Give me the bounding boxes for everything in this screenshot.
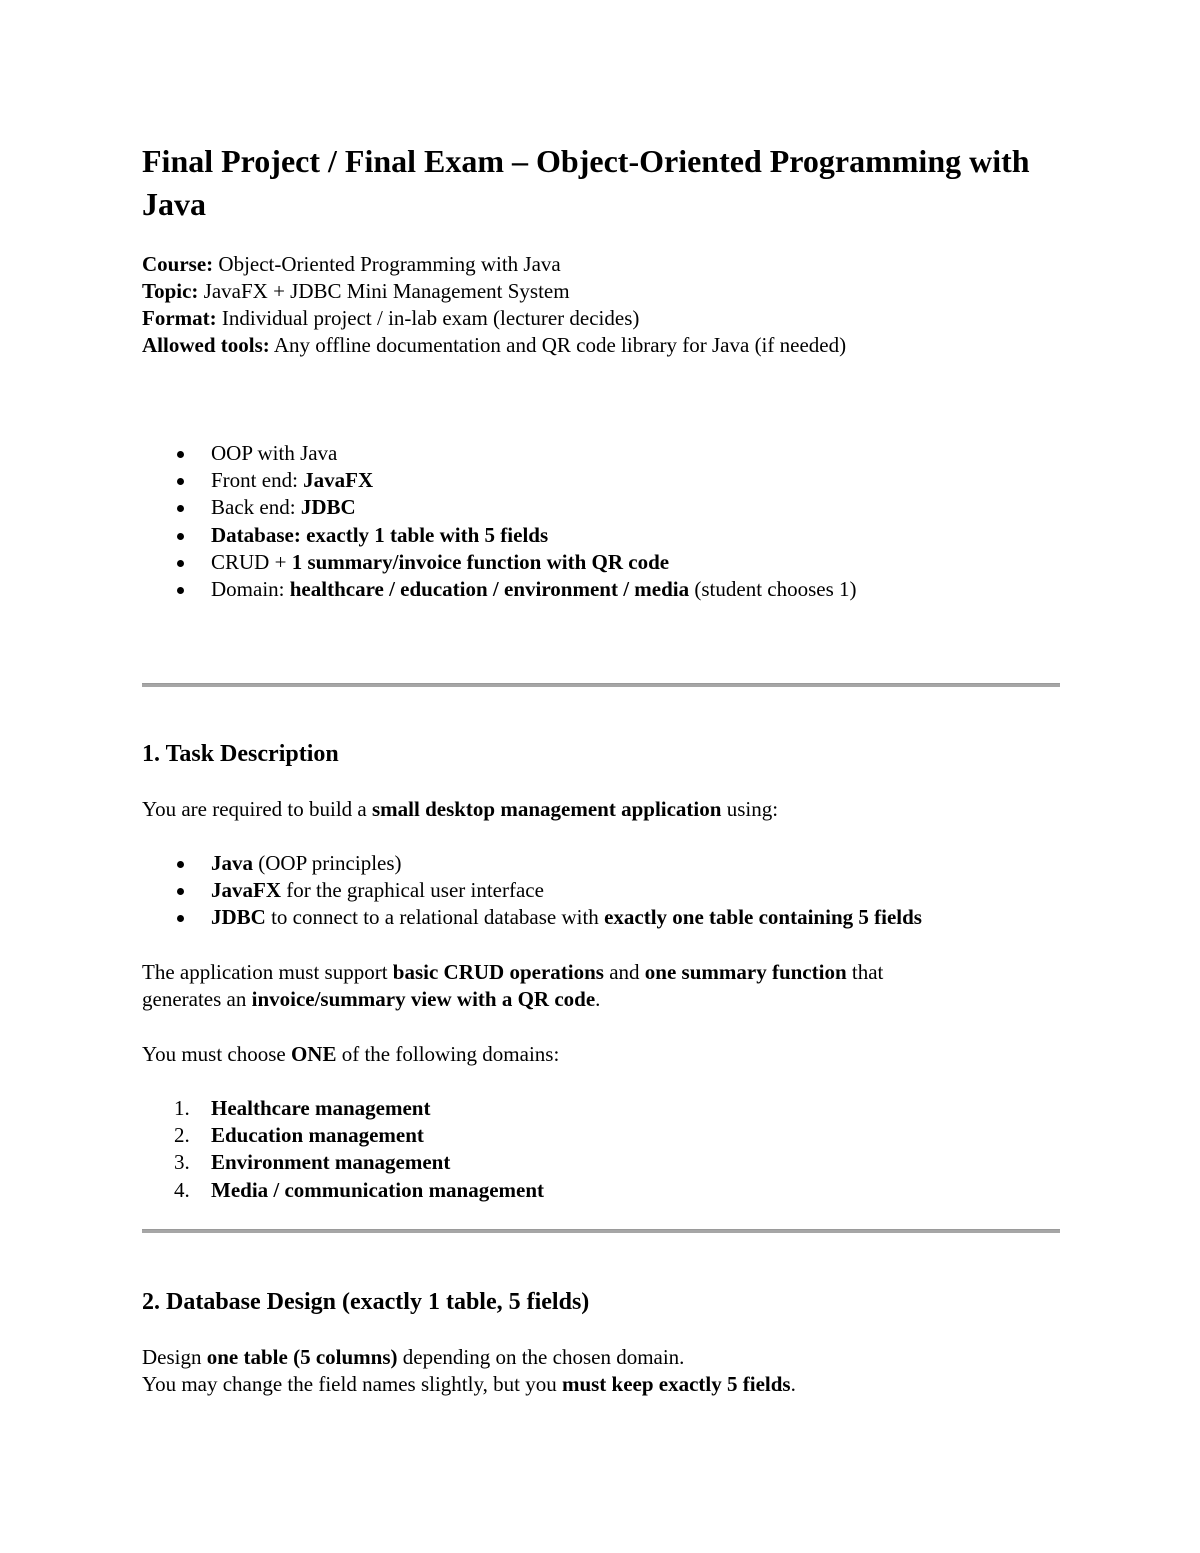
list-item: Domain: healthcare / education / environment / media (student chooses 1) [142,576,857,603]
allowed-tools-label: Allowed tools: [142,333,270,357]
list-item: JavaFX for the graphical user interface [142,877,922,904]
topic-line [142,278,846,305]
allowed-tools-value: Any offline documentation and QR code library for Java (if needed) [269,333,847,357]
list-item: Front end: JavaFX [142,467,857,494]
paragraph: You must choose ONE of the following domains: [142,1042,560,1066]
topic-value: JavaFX + JDBC Mini Management System [198,279,570,303]
horizontal-divider [142,683,1060,687]
list-item: JDBC to connect to a relational database with exactly one table containing 5 fields [142,904,922,931]
list-item: Java (OOP principles) [142,850,922,877]
list-item: 1. Healthcare management [174,1096,431,1120]
list-item: Database: exactly 1 table with 5 fields [142,522,857,549]
list-item: 2. Education management [174,1123,424,1148]
tech-bullet-list [142,850,922,932]
topic-label: Topic: [142,279,199,303]
domain-numbered-list [142,1095,544,1204]
section-heading-task-description: 1. Task Description [142,741,339,767]
document-title: Final Project / Final Exam – Object-Oriented Programming with Java [142,143,1030,222]
list-item: CRUD + 1 summary/invoice function with QR code [142,549,857,576]
list-item: OOP with Java [142,440,857,467]
format-label: Format: [142,306,217,330]
list-item: 4. Media / communication management [174,1177,545,1202]
format-line [142,305,846,332]
course-label: Course: [142,252,214,276]
overview-bullet-list [142,440,857,603]
list-item: 3. Environment management [174,1150,451,1175]
allowed-tools-line [142,332,846,359]
paragraph: Design one table (5 columns) depending on the chosen domain. You may change the field names slightly, but you must keep exactly 5 fields. [142,1345,796,1397]
horizontal-divider [142,1229,1060,1233]
course-value: Object-Oriented Programming with Java [213,252,561,276]
format-value: Individual project / in-lab exam (lecturer decides) [216,306,640,330]
paragraph: The application must support basic CRUD operations and one summary function that generates an invoice/summary view with a QR code. [142,960,884,1012]
section-heading-database-design: 2. Database Design (exactly 1 table, 5 fields) [142,1289,590,1315]
paragraph: You are required to build a small desktop management application using: [142,797,779,821]
course-info [142,251,846,359]
course-line [142,251,846,278]
list-item: Back end: JDBC [142,494,857,521]
